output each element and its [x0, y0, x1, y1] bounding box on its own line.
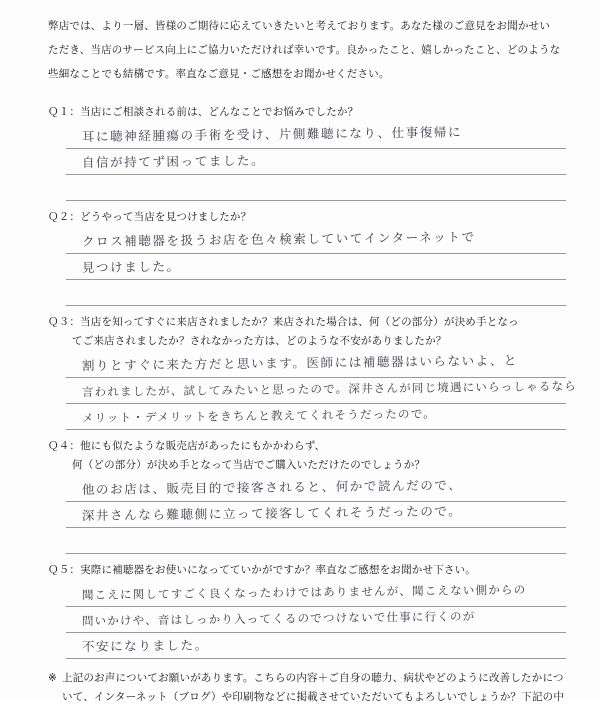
- question-3-label-cont: てご来店されましたか？されなかった方は、どのような不安がありましたか？: [72, 335, 447, 347]
- handwriting-text: 言われましたが、試してみたいと思ったので。深井さんが同じ境遇にいらっしゃるなら: [81, 378, 578, 400]
- question-block-5: [48, 562, 566, 659]
- answer-line[interactable]: [66, 254, 566, 280]
- handwriting-text: 耳に聴神経腫瘍の手術を受け、片側難聴になり、仕事復帰に: [81, 124, 463, 145]
- question-block-4: [48, 438, 566, 554]
- answer-line[interactable]: [66, 149, 566, 175]
- question-1-label: Ｑ１：当店にご相談される前は、どんなことでお悩みでしたか？: [48, 106, 359, 118]
- handwriting-text: 他のお店は、販売目的で接客されると、何かで読んだので、: [81, 477, 463, 498]
- handwriting-text: 割りとすぐに来た方だと思います。医師には補聴器はいらないよ、と: [81, 352, 519, 374]
- answer-line[interactable]: [66, 404, 566, 430]
- answer-line[interactable]: [66, 607, 566, 633]
- intro-line-2: ただき、当店のサービス向上にご協力いただければ幸いです。良かったこと、嬉しかったこと、どのような: [48, 44, 561, 56]
- answer-area-5[interactable]: [66, 581, 566, 659]
- answer-line[interactable]: [66, 476, 566, 502]
- question-block-3: [48, 314, 578, 430]
- answer-area-4[interactable]: [66, 476, 566, 554]
- answer-line[interactable]: [66, 378, 578, 404]
- handwriting-text: 聞こえに関してすごく良くなったわけではありませんが、聞こえない側からの: [81, 582, 527, 603]
- question-block-1: [48, 104, 566, 201]
- answer-line[interactable]: [66, 352, 566, 378]
- answer-area-1[interactable]: [66, 123, 566, 201]
- footer-line-1: [48, 669, 566, 688]
- question-3-label: Ｑ３：当店を知ってすぐに来店されましたか？来店された場合は、何（どの部分）が決め手となっ: [48, 316, 519, 328]
- footer-line-2: いて、インターネット（ブログ）や印刷物などに掲載させていただいてもよろしいでしょうか？下記の中: [62, 691, 565, 703]
- answer-line[interactable]: [66, 581, 566, 607]
- handwriting-text: メリット・デメリットをきちんと教えてくれそうだったので。: [81, 406, 436, 426]
- answer-line[interactable]: [66, 228, 566, 254]
- intro-line-1: 弊店では、より一層、皆様のご期待に応えていきたいと考えております。あなた様のご意見をお聞かせい: [48, 20, 551, 32]
- answer-area-2[interactable]: [66, 228, 566, 306]
- answer-line[interactable]: [66, 175, 566, 201]
- answer-area-3[interactable]: [66, 352, 578, 430]
- question-4-label: Ｑ４：他にも似たような販売店があったにもかかわらず、: [48, 440, 326, 452]
- question-block-2: [48, 209, 566, 306]
- answer-line[interactable]: [66, 280, 566, 306]
- footer-note: [48, 669, 566, 707]
- question-4-label-cont: 何（どの部分）が決め手となって当店でご購入いただけたのでしょうか？: [72, 459, 426, 471]
- asterisk-icon: ※: [48, 672, 57, 684]
- handwriting-text: 見つけました。: [81, 258, 181, 276]
- handwriting-text: 不安になりました。: [81, 637, 209, 655]
- handwriting-text: 自信が持てず困ってました。: [81, 152, 266, 171]
- answer-line[interactable]: [66, 528, 566, 554]
- handwriting-text: 問いかけや、音はしっかり入ってくるのでつけないで仕事に行くのが: [81, 609, 476, 629]
- question-5-label: Ｑ５：実際に補聴器をお使いになってていかがですか？率直なご感想をお聞かせ下さい。: [48, 564, 476, 576]
- answer-line[interactable]: [66, 502, 566, 528]
- handwriting-text: クロス補聴器を扱うお店を色々検索していてインターネットで: [81, 229, 476, 250]
- answer-line[interactable]: [66, 633, 566, 659]
- handwriting-text: 深井さんなら難聴側に立って接客してくれそうだったので。: [81, 503, 463, 524]
- intro-paragraph: [48, 14, 566, 86]
- footer-text-1: 上記のお声についてお願いがあります。こちらの内容＋ご自身の聴力、病状やどのように改善したかにつ: [62, 672, 564, 684]
- question-2-label: Ｑ２：どうやって当店を見つけましたか？: [48, 211, 252, 223]
- intro-line-3: 些細なことでも結構です。率直なご意見・ご感想をお聞かせください。: [48, 68, 390, 80]
- answer-line[interactable]: [66, 123, 566, 149]
